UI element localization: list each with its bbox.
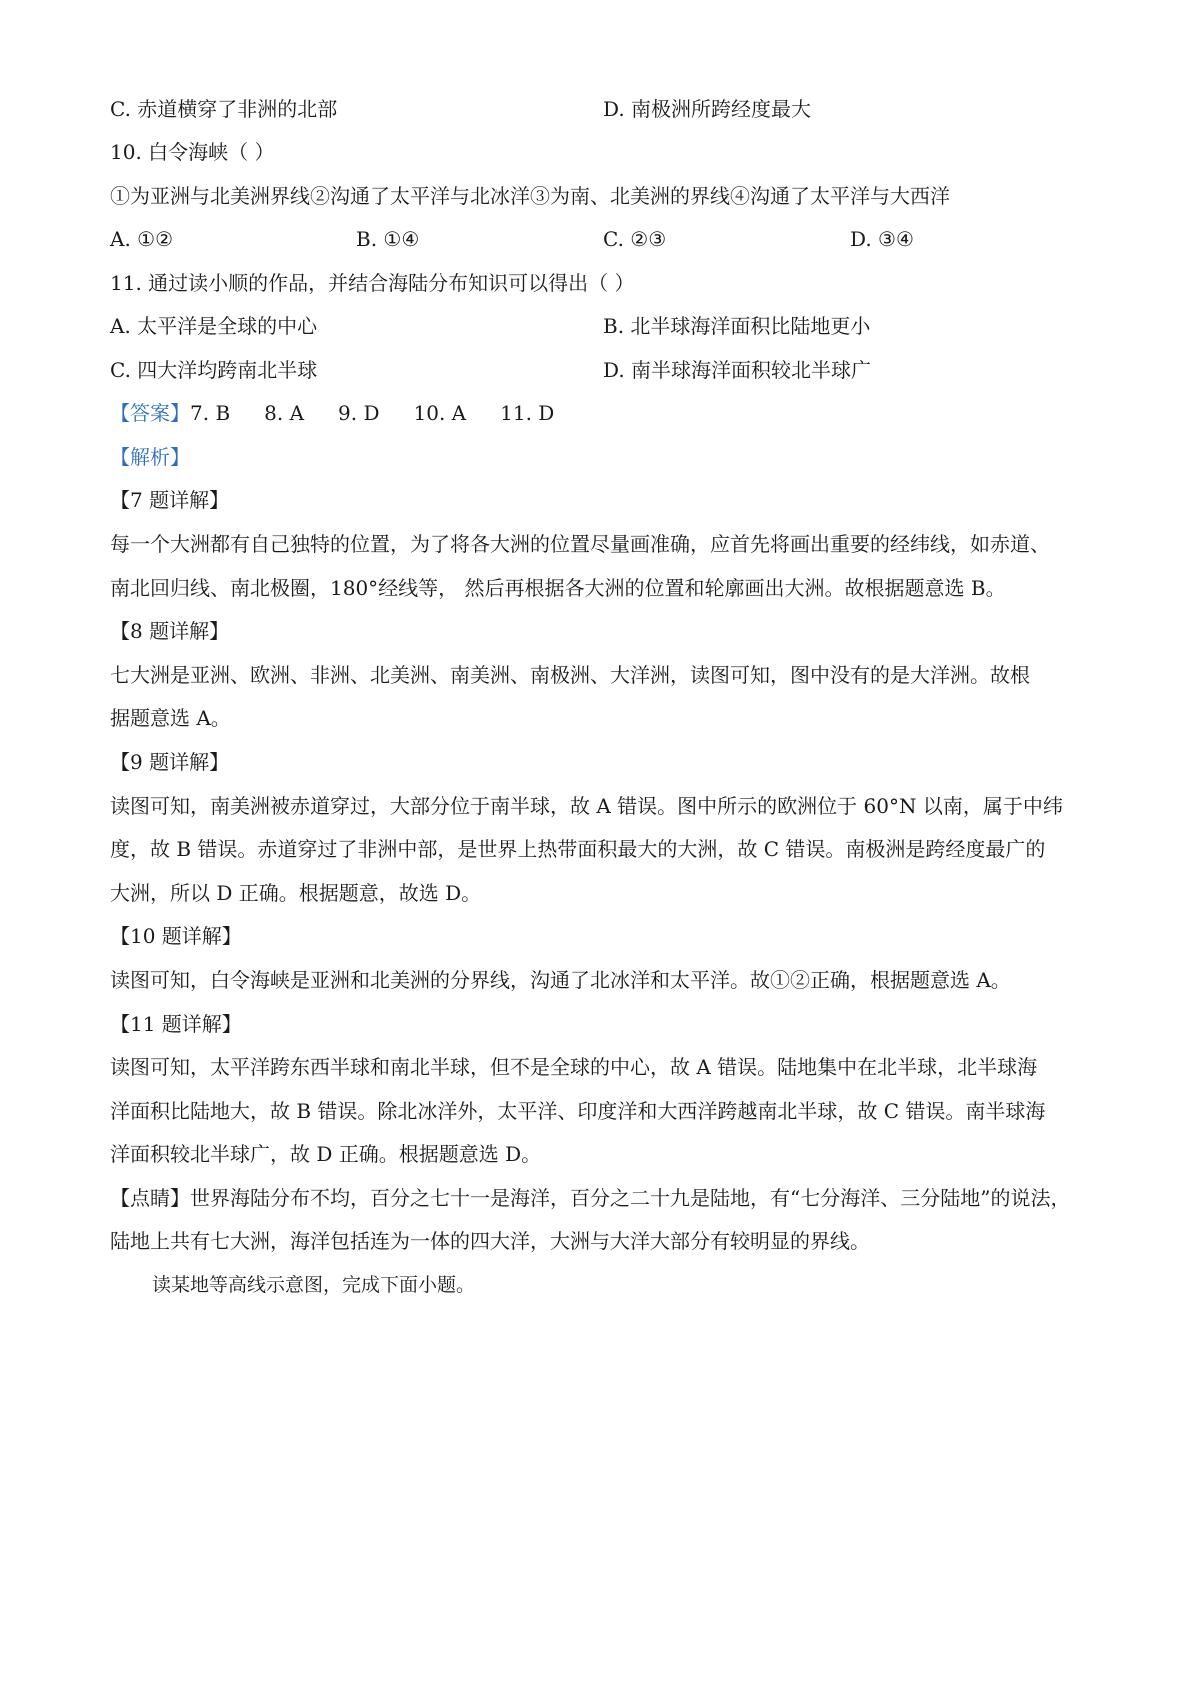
q10-option-b: B. ①④ — [356, 227, 420, 251]
q9-option-d: D. 南极洲所跨经度最大 — [603, 97, 812, 121]
answer-label: 【答案】 — [110, 401, 190, 425]
detail-line: 大洲，所以 D 正确。根据题意，故选 D。 — [110, 881, 482, 905]
q10-option-a: A. ①② — [110, 227, 174, 251]
detail-line: 据题意选 A。 — [110, 706, 231, 730]
detail-heading: 【8 题详解】 — [110, 619, 230, 643]
detail-line: 读图可知，白令海峡是亚洲和北美洲的分界线，沟通了北冰洋和太平洋。故①②正确，根据题意选 A。 — [110, 968, 1011, 992]
detail-line: 读图可知，南美洲被赤道穿过，大部分位于南半球，故 A 错误。图中所示的欧洲位于 60°N 以南，属于中纬 — [110, 794, 1063, 818]
detail-heading: 【9 题详解】 — [110, 750, 230, 774]
detail-line: 每一个大洲都有自己独特的位置，为了将各大洲的位置尽量画准确，应首先将画出重要的经纬线，如赤道、 — [110, 532, 1050, 556]
dianjing-line — [110, 1185, 1070, 1211]
answer-item: 11. D — [500, 401, 555, 425]
q10-stem: 10. 白令海峡（ ） — [110, 140, 275, 164]
detail-line: 读图可知，太平洋跨东西半球和南北半球，但不是全球的中心，故 A 错误。陆地集中在北半球，北半球海 — [110, 1055, 1038, 1079]
q11-stem: 11. 通过读小顺的作品，并结合海陆分布知识可以得出（ ） — [110, 271, 635, 295]
answer-item: 8. A — [264, 401, 305, 425]
dianjing-label: 【点睛】 — [110, 1186, 190, 1210]
detail-heading: 【10 题详解】 — [110, 924, 242, 948]
dianjing-line-2: 陆地上共有七大洲，海洋包括连为一体的四大洋，大洲与大洋大部分有较明显的界线。 — [110, 1229, 870, 1253]
answer-item: 10. A — [413, 401, 467, 425]
detail-line: 七大洲是亚洲、欧洲、非洲、北美洲、南美洲、南极洲、大洋洲，读图可知，图中没有的是大洋洲。故根 — [110, 663, 1030, 687]
q11-option-c: C. 四大洋均跨南北半球 — [110, 358, 318, 382]
detail-line: 南北回归线、南北极圈，180°经线等， 然后再根据各大洲的位置和轮廓画出大洲。故根据题意选 B。 — [110, 576, 1006, 600]
q10-option-d: D. ③④ — [850, 227, 914, 251]
analysis-label: 【解析】 — [110, 445, 190, 469]
answer-line — [110, 400, 588, 426]
detail-heading: 【11 题详解】 — [110, 1012, 242, 1036]
q11-option-a: A. 太平洋是全球的中心 — [110, 314, 318, 338]
next-section-intro: 读某地等高线示意图，完成下面小题。 — [152, 1274, 476, 1296]
detail-heading: 【7 题详解】 — [110, 488, 230, 512]
answer-item: 7. B — [190, 401, 231, 425]
q11-option-d: D. 南半球海洋面积较北半球广 — [603, 358, 872, 382]
dianjing-text: 世界海陆分布不均，百分之七十一是海洋，百分之二十九是陆地，有“七分海洋、三分陆地”的说法， — [190, 1186, 1071, 1210]
q10-option-c: C. ②③ — [603, 227, 667, 251]
detail-line: 度，故 B 错误。赤道穿过了非洲中部，是世界上热带面积最大的大洲，故 C 错误。南极洲是跨经度最广的 — [110, 837, 1046, 861]
q11-option-b: B. 北半球海洋面积比陆地更小 — [603, 314, 871, 338]
detail-line: 洋面积较北半球广，故 D 正确。根据题意选 D。 — [110, 1142, 542, 1166]
answer-item: 9. D — [338, 401, 380, 425]
detail-line: 洋面积比陆地大，故 B 错误。除北冰洋外，太平洋、印度洋和大西洋跨越南北半球，故 C 错误。南半球海 — [110, 1099, 1046, 1123]
q10-statements: ①为亚洲与北美洲界线②沟通了太平洋与北冰洋③为南、北美洲的界线④沟通了太平洋与大西洋 — [110, 184, 950, 208]
q9-option-c: C. 赤道横穿了非洲的北部 — [110, 97, 338, 121]
